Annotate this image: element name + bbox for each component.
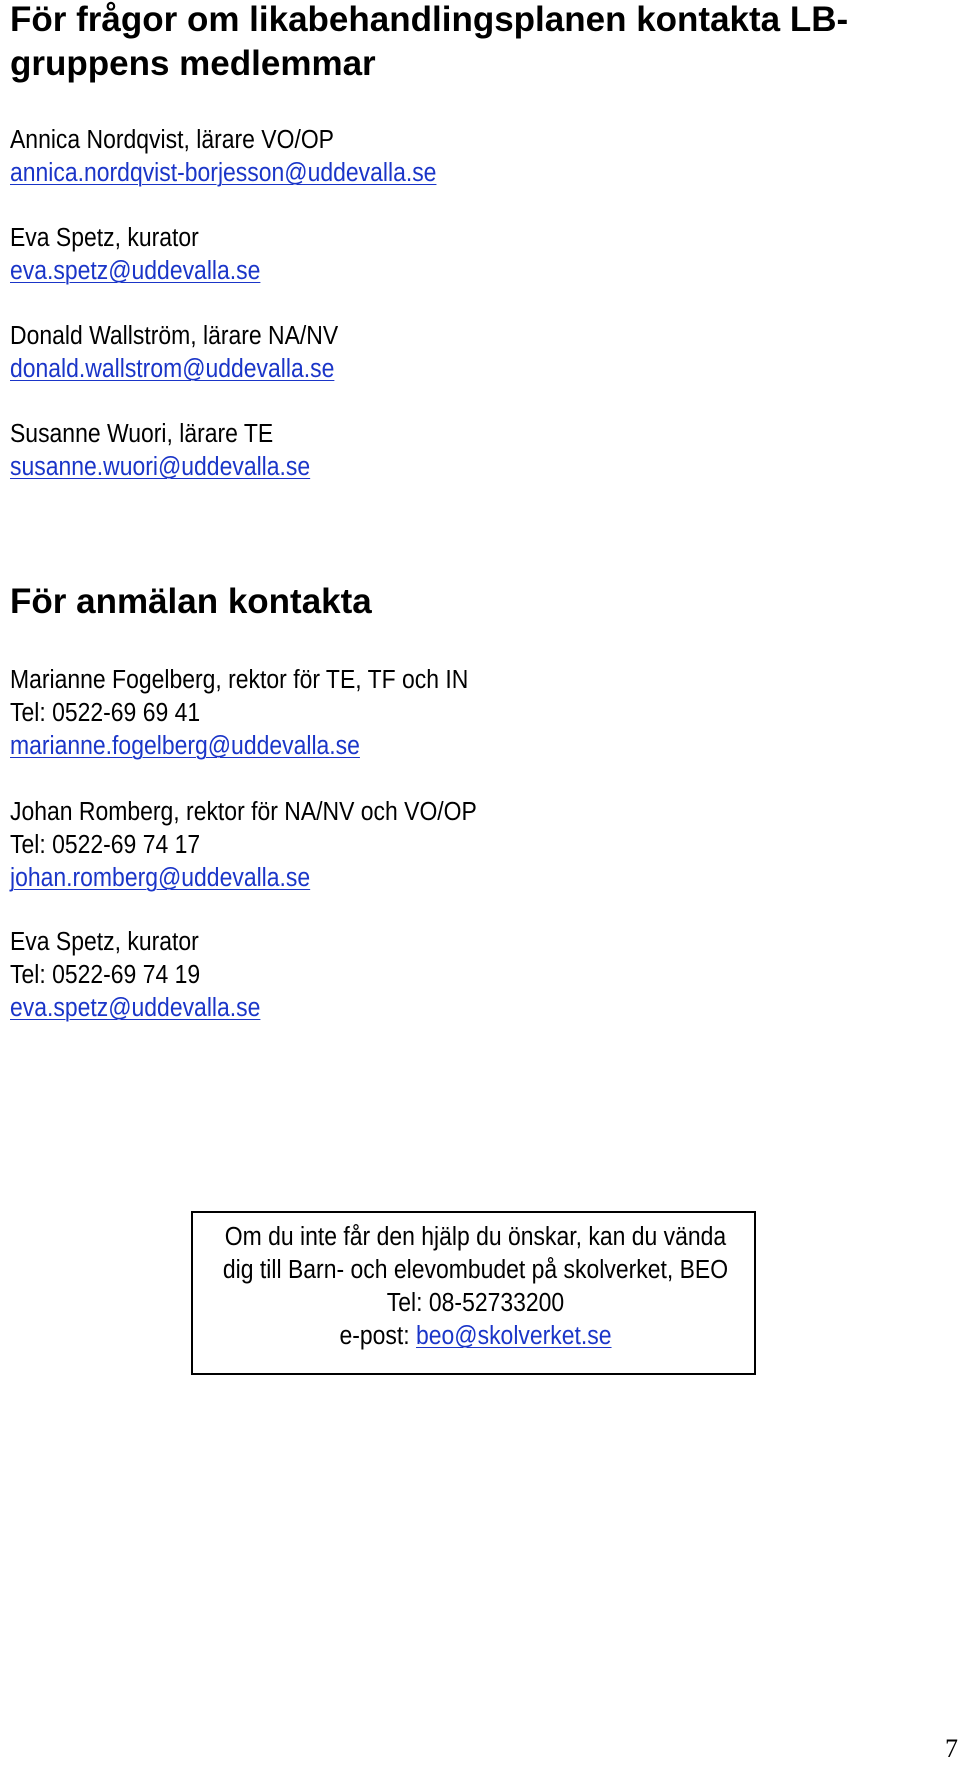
report-contact-marianne xyxy=(10,664,820,763)
report-contact-johan xyxy=(10,796,820,895)
contact-phone: Tel: 0522-69 74 17 xyxy=(10,831,201,859)
email-link[interactable]: johan.romberg@uddevalla.se xyxy=(10,864,311,892)
email-link[interactable]: eva.spetz@uddevalla.se xyxy=(10,994,261,1022)
lb-group-heading: För frågor om likabehandlingsplanen kontakta LB-gruppens medlemmar xyxy=(10,0,849,83)
contact-name: Annica Nordqvist, lärare VO/OP xyxy=(10,126,334,154)
beo-email-row xyxy=(221,1320,730,1353)
beo-line-1: Om du inte får den hjälp du önskar, kan du vända xyxy=(224,1223,727,1251)
contact-phone: Tel: 0522-69 74 19 xyxy=(10,961,201,989)
contact-phone: Tel: 0522-69 69 41 xyxy=(10,699,201,727)
lb-contact-susanne xyxy=(10,418,820,484)
lb-contact-annica xyxy=(10,124,820,190)
email-link[interactable]: susanne.wuori@uddevalla.se xyxy=(10,453,311,481)
beo-text xyxy=(193,1221,758,1353)
email-link[interactable]: annica.nordqvist-borjesson@uddevalla.se xyxy=(10,159,437,187)
lb-contact-eva xyxy=(10,222,820,288)
beo-email-label: e-post: xyxy=(339,1322,410,1350)
beo-phone: Tel: 08-52733200 xyxy=(386,1289,565,1317)
report-contact-eva xyxy=(10,926,820,1025)
contact-name: Johan Romberg, rektor för NA/NV och VO/OP xyxy=(10,798,477,826)
page-number: 7 xyxy=(945,1734,958,1763)
lb-contact-donald xyxy=(10,320,820,386)
contact-name: Marianne Fogelberg, rektor för TE, TF och IN xyxy=(10,666,469,694)
report-heading: För anmälan kontakta xyxy=(10,582,372,621)
email-link[interactable]: eva.spetz@uddevalla.se xyxy=(10,257,261,285)
contact-name: Eva Spetz, kurator xyxy=(10,224,199,252)
beo-info-box xyxy=(191,1211,756,1375)
contact-name: Donald Wallström, lärare NA/NV xyxy=(10,322,339,350)
email-link[interactable]: marianne.fogelberg@uddevalla.se xyxy=(10,732,360,760)
beo-email-link[interactable]: beo@skolverket.se xyxy=(416,1322,612,1350)
beo-line-2: dig till Barn- och elevombudet på skolverket, BEO xyxy=(222,1256,729,1284)
contact-name: Susanne Wuori, lärare TE xyxy=(10,420,274,448)
contact-name: Eva Spetz, kurator xyxy=(10,928,199,956)
email-link[interactable]: donald.wallstrom@uddevalla.se xyxy=(10,355,335,383)
